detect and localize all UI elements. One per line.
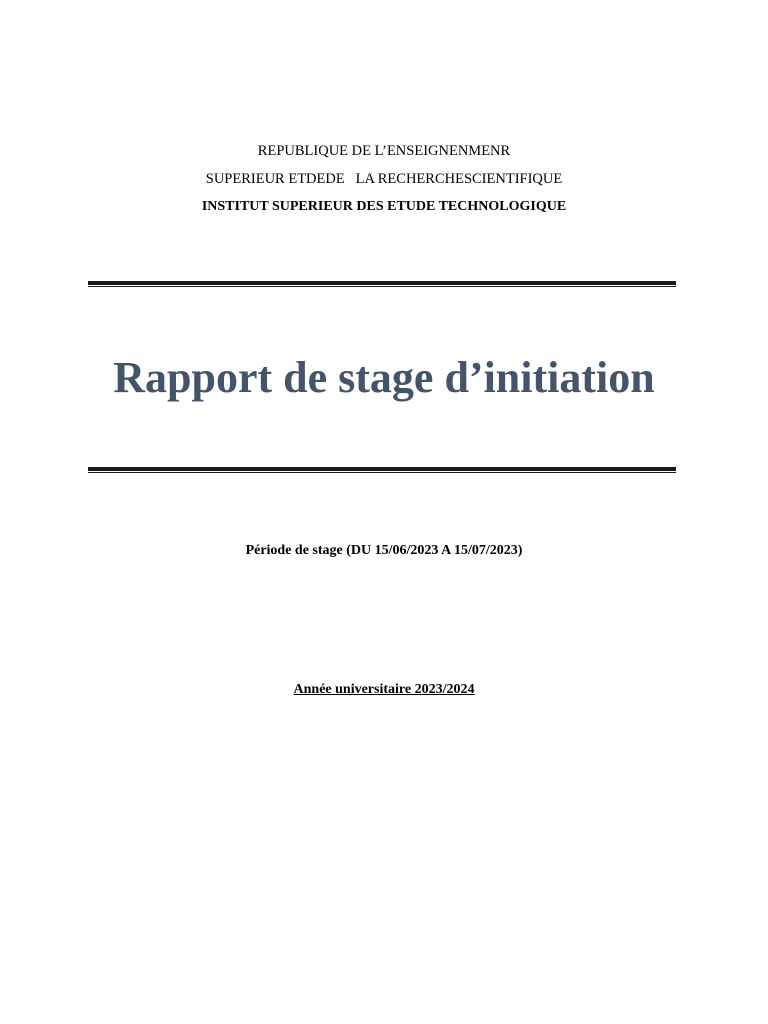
header-line-ministry: SUPERIEUR ETDEDE LA RECHERCHESCIENTIFIQUE — [205, 171, 563, 187]
report-title: Rapport de stage d’initiation — [113, 353, 655, 402]
title-top-rule — [88, 281, 676, 287]
academic-year: Année universitaire 2023/2024 — [293, 682, 475, 697]
header-line-republic: REPUBLIQUE DE L’ENSEIGNENMENR — [257, 143, 511, 159]
header-line-institute: INSTITUT SUPERIEUR DES ETUDE TECHNOLOGIQUE — [201, 199, 567, 214]
title-bottom-rule — [88, 467, 676, 473]
internship-period: Période de stage (DU 15/06/2023 A 15/07/2023) — [245, 543, 523, 558]
